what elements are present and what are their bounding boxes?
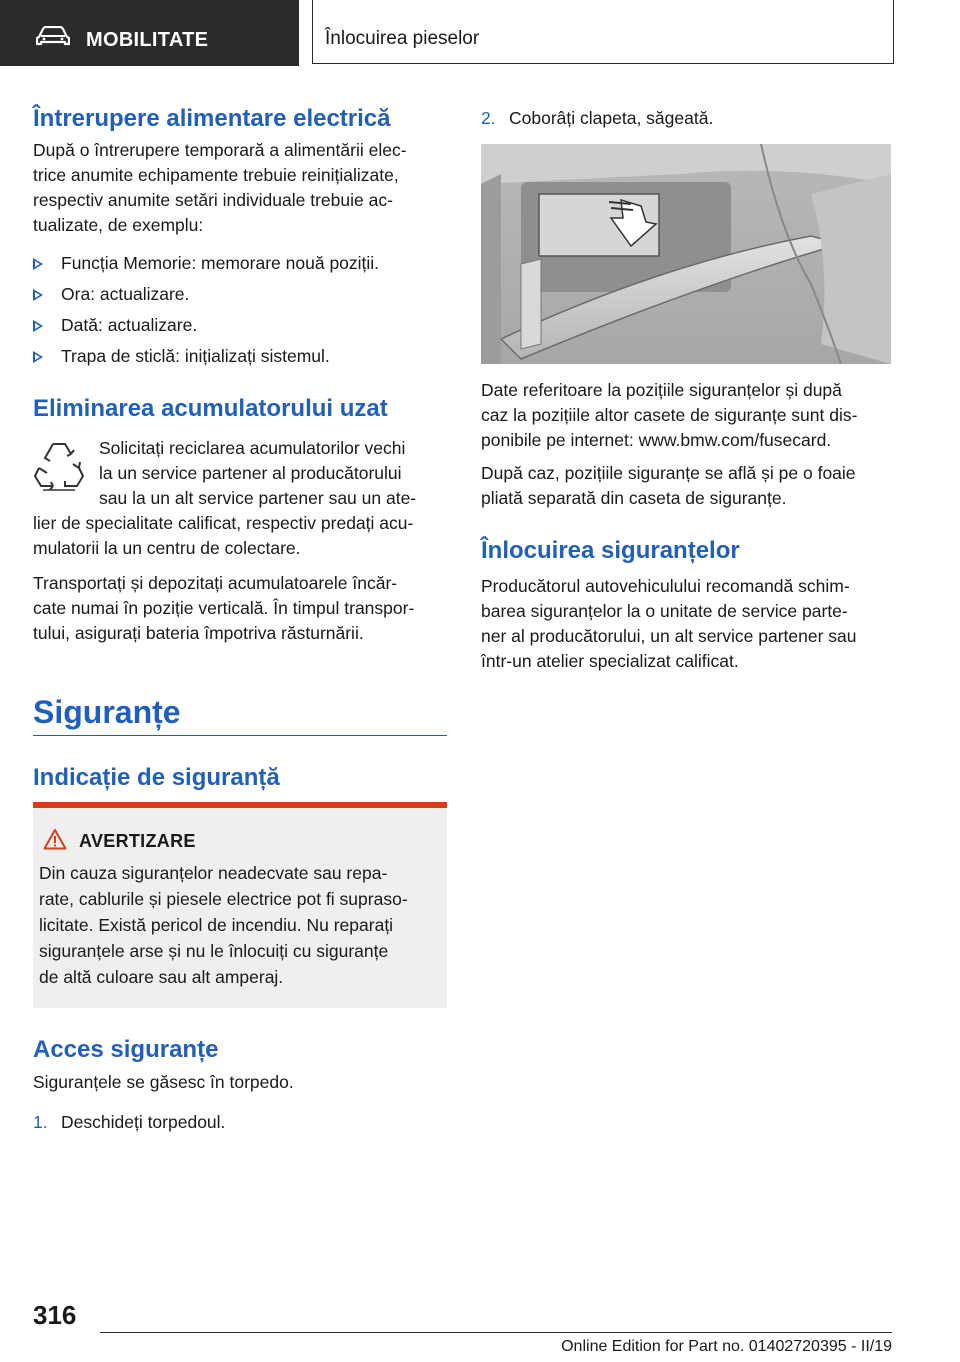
warning-triangle-icon xyxy=(43,828,67,850)
heading-fuse-access: Acces siguranțe xyxy=(33,1036,219,1063)
page-header xyxy=(0,0,960,66)
para-line: pliată separată din caseta de siguranțe. xyxy=(481,488,787,508)
page-number: 316 xyxy=(33,1300,77,1330)
para-line: tului, asigurați bateria împotriva răsturnării. xyxy=(33,623,364,643)
heading-safety-note: Indicație de siguranță xyxy=(33,764,280,791)
chapter-rule xyxy=(33,735,447,736)
chapter-tab xyxy=(312,0,894,64)
para-line: mulatorii la un centru de colectare. xyxy=(33,538,301,558)
step-number: 1. xyxy=(33,1112,48,1132)
bullet-triangle-icon xyxy=(33,258,43,270)
list-item-text: Funcția Memorie: memorare nouă poziții. xyxy=(61,253,380,273)
bullet-triangle-icon xyxy=(33,320,43,332)
heading-battery-disposal: Eliminarea acumulatorului uzat xyxy=(33,395,388,422)
para-line: cate numai în poziție verticală. În timpul transpor- xyxy=(33,598,415,618)
para-line: Solicitați reciclarea acumulatorilor vechi xyxy=(99,438,406,458)
list-item-text: Ora: actualizare. xyxy=(61,284,190,304)
para-line: Siguranțele se găsesc în torpedo. xyxy=(33,1072,294,1092)
para-line: Date referitoare la pozițiile siguranțelor și după xyxy=(481,380,842,400)
para-line: caz la pozițiile altor casete de siguranțe sunt dis- xyxy=(481,405,858,425)
para-line: După caz, pozițiile siguranțe se află și pe o foaie xyxy=(481,463,856,483)
para-line: Transportați și depozitați acumulatoarele încăr- xyxy=(33,573,398,593)
para-line: ponibile pe internet: www.bmw.com/fusecard. xyxy=(481,430,832,450)
glovebox-illustration xyxy=(481,144,891,364)
warning-line: siguranțele arse și nu le înlocuiți cu siguranțe xyxy=(39,941,389,961)
step-number: 2. xyxy=(481,108,496,128)
section-title: MOBILITATE xyxy=(86,29,209,51)
para-line: ner al producătorului, un alt service partener sau xyxy=(481,626,857,646)
para-line: barea siguranțelor la o unitate de service parte- xyxy=(481,601,848,621)
step-item xyxy=(481,106,714,131)
section-tab xyxy=(0,0,299,66)
warning-line: Din cauza siguranțelor neadecvate sau repa- xyxy=(39,863,388,883)
bullet-triangle-icon xyxy=(33,289,43,301)
bullet-triangle-icon xyxy=(33,351,43,363)
para-line: într-un atelier specializat calificat. xyxy=(481,651,739,671)
heading-power-interruption: Întrerupere alimentare electrică xyxy=(33,105,391,132)
para-line: După o întrerupere temporară a alimentării elec- xyxy=(33,140,407,160)
edition-note: Online Edition for Part no. 01402720395 - II/19 xyxy=(561,1338,892,1355)
chapter-title: Înlocuirea pieselor xyxy=(325,28,480,49)
recycle-icon xyxy=(33,440,85,496)
heading-fuse-replacement: Înlocuirea siguranțelor xyxy=(481,537,740,564)
step-item xyxy=(33,1110,226,1135)
warning-bar xyxy=(33,802,447,808)
para-line: la un service partener al producătorului xyxy=(99,463,402,483)
para-line: trice anumite echipamente trebuie reinițializate, xyxy=(33,165,399,185)
warning-box xyxy=(33,802,447,1008)
warning-line: de altă culoare sau alt amperaj. xyxy=(39,967,284,987)
para-line: Producătorul autovehiculului recomandă schim- xyxy=(481,576,850,596)
list-item-text: Dată: actualizare. xyxy=(61,315,198,335)
warning-line: licitate. Există pericol de incendiu. Nu reparați xyxy=(39,915,394,935)
warning-label: AVERTIZARE xyxy=(79,831,196,851)
para-line: lier de specialitate calificat, respectiv predați acu- xyxy=(33,513,414,533)
footer-rule xyxy=(100,1332,892,1333)
step-text: Coborâți clapeta, săgeată. xyxy=(509,108,714,128)
step-text: Deschideți torpedoul. xyxy=(61,1112,226,1132)
glovebox-drawing xyxy=(481,144,891,364)
para-line: sau la un alt service partener sau un ate- xyxy=(99,488,417,508)
chapter-heading-fuses: Siguranțe xyxy=(33,694,181,730)
para-line: tualizate, de exemplu: xyxy=(33,215,204,235)
list-item-text: Trapa de sticlă: inițializați sistemul. xyxy=(61,346,330,366)
car-icon xyxy=(36,26,70,46)
para-line: respectiv anumite setări individuale trebuie ac- xyxy=(33,190,393,210)
warning-line: rate, cablurile și piesele electrice pot fi supraso- xyxy=(39,889,408,909)
